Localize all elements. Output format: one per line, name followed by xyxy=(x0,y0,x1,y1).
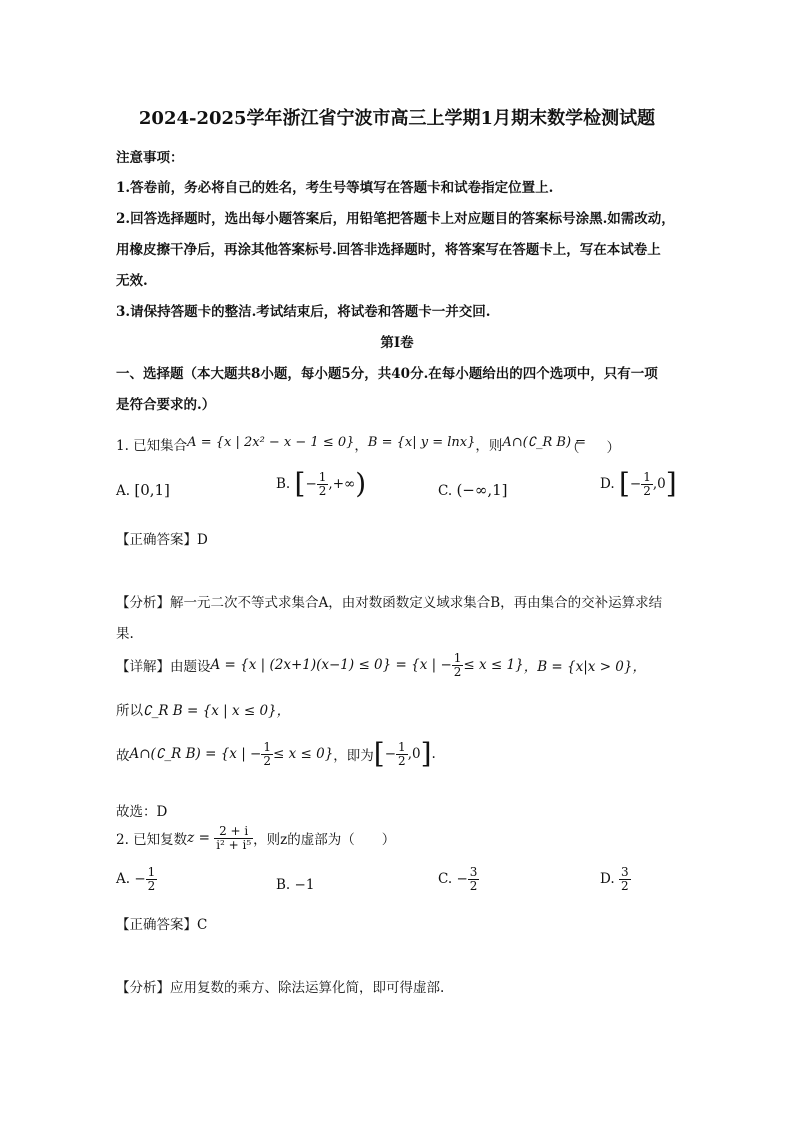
question-1-option-c xyxy=(438,481,508,499)
numerator: 3 xyxy=(620,865,629,879)
question-1-prefix: 1. 已知集合 xyxy=(116,438,188,454)
numerator: 3 xyxy=(469,865,478,879)
question-1-stem: 1. 已知集合A = {x | 2x² − x − 1 ≤ 0}，B = {x| y = lnx}，则A∩(∁_R B) = xyxy=(116,435,587,454)
option-b-label: B. xyxy=(276,476,291,492)
denominator: 2 xyxy=(643,483,651,498)
question-1-answer-paren: （ ） xyxy=(566,440,620,456)
question-1-detail xyxy=(116,652,646,678)
question-1-complement xyxy=(116,699,290,719)
detail-set-b: ，B = {x|x > 0}， xyxy=(523,659,646,676)
denominator: 2 xyxy=(147,878,156,893)
denominator: i² + i⁵ xyxy=(216,837,252,852)
left-bracket: [ xyxy=(373,737,385,770)
question-1-option-a xyxy=(116,481,170,499)
notice-item-2-line-1: 2.回答选择题时，选出每小题答案后，用铅笔把答题卡上对应题目的答案标号涂黑.如需改动， xyxy=(116,211,675,227)
left-bracket: [ xyxy=(618,467,630,500)
hence-expression: A∩(∁_R B) = {x | − xyxy=(129,746,262,762)
denominator: 2 xyxy=(620,878,629,893)
option-a-label: A. xyxy=(116,871,131,888)
option-d-label: D. xyxy=(600,476,615,492)
right-bracket: ] xyxy=(420,737,432,770)
option-c-value: (−∞,1] xyxy=(456,481,508,499)
answer-value: C xyxy=(197,917,208,933)
question-2-option-c xyxy=(438,866,479,892)
numerator: 1 xyxy=(318,469,327,484)
question-1-then: ，则 xyxy=(475,438,503,454)
fraction-one-half xyxy=(317,471,329,497)
option-a-label: A. xyxy=(116,483,131,499)
section-1-line-1: 一、选择题（本大题共8小题，每小题5分，共40分.在每小题给出的四个选项中，只有一项 xyxy=(116,366,658,382)
minus-sign: − xyxy=(134,871,146,888)
question-2-prefix: 2. 已知复数 xyxy=(116,832,188,849)
question-1-answer xyxy=(116,528,208,548)
numerator: 1 xyxy=(398,739,406,754)
answer-value: D xyxy=(197,532,208,548)
complement-expression: ∁_R B = {x | x ≤ 0}， xyxy=(143,703,291,719)
minus-sign: − xyxy=(629,476,642,492)
question-1-analysis-line-2: 果. xyxy=(116,626,134,642)
question-2-option-d xyxy=(600,866,631,892)
option-b-label: B. xyxy=(276,877,291,893)
notice-heading: 注意事项： xyxy=(116,150,184,166)
set-a-definition: A = {x | 2x² − x − 1 ≤ 0} xyxy=(187,435,355,450)
numerator: 1 xyxy=(643,469,651,484)
notice-item-2-line-3: 无效. xyxy=(116,273,148,289)
fraction-one-half xyxy=(452,652,464,678)
detail-set-a: A = {x | (2x+1)(x−1) ≤ 0} = {x | − xyxy=(210,657,452,674)
option-c-label: C. xyxy=(438,483,453,499)
question-2-option-a xyxy=(116,866,157,892)
page-title: 2024-2025学年浙江省宁波市高三上学期1月期末数学检测试题 xyxy=(138,108,656,129)
answer-label: 【正确答案】 xyxy=(116,532,197,548)
question-2-answer xyxy=(116,913,207,933)
question-1-option-b xyxy=(276,467,367,500)
numerator: 2 + i xyxy=(214,825,253,839)
denominator: 2 xyxy=(398,753,406,768)
notice-item-2-line-2: 用橡皮擦干净后，再涂其他答案标号.回答非选择题时，将答案写在答题卡上，写在本试卷上 xyxy=(116,242,661,258)
numerator: 1 xyxy=(147,865,156,879)
hence-mid: ，即为 xyxy=(333,748,374,764)
left-bracket: [ xyxy=(294,467,306,500)
denominator: 2 xyxy=(318,483,327,498)
minus-sign: − xyxy=(305,476,317,492)
positive-infinity: ,+∞ xyxy=(328,476,356,492)
notice-item-1: 1.答卷前，务必将自己的姓名，考生号等填写在答题卡和试卷指定位置上. xyxy=(116,180,554,196)
hence-label: 故 xyxy=(116,748,130,764)
right-bracket: ] xyxy=(665,467,677,500)
volume-heading: 第Ⅰ卷 xyxy=(380,335,414,351)
question-2-analysis: 【分析】应用复数的乘方、除法运算化简，即可得虚部. xyxy=(116,980,445,996)
question-2-stem: 2. 已知复数z = $\frac{2 + i}{\text{i² + i⁵}}$ ，则z的虚部为（ ） xyxy=(116,824,396,852)
right-paren: ) xyxy=(355,467,367,500)
detail-set-a-end: ≤ x ≤ 1} xyxy=(463,657,524,674)
numerator: 1 xyxy=(453,651,462,665)
question-1-analysis-line-1: 【分析】解一元二次不等式求集合A，由对数函数定义域求集合B，再由集合的交补运算求结 xyxy=(116,595,663,611)
answer-label: 【正确答案】 xyxy=(116,917,197,933)
fraction-one-half xyxy=(396,741,408,767)
fraction-one-half xyxy=(641,471,653,497)
section-1-line-2: 是符合要求的.） xyxy=(116,397,216,413)
fraction-one-half xyxy=(146,866,158,892)
denominator: 2 xyxy=(469,878,478,893)
notice-item-3: 3.请保持答题卡的整洁.考试结束后，将试卷和答题卡一并交回. xyxy=(116,304,491,320)
option-c-label: C. xyxy=(438,871,453,888)
question-2-suffix: ，则z的虚部为（ ） xyxy=(253,832,396,849)
set-b-definition: B = {x| y = lnx} xyxy=(367,435,476,450)
complex-fraction xyxy=(214,825,253,851)
minus-sign: − xyxy=(456,871,468,888)
fraction-one-half xyxy=(261,741,273,767)
question-2-option-b xyxy=(276,877,314,893)
minus-sign: − xyxy=(384,746,397,762)
question-1-conclusion: 故A∩(∁_R B) = {x | − $\frac{1}{2}$ ≤ x ≤ 0}，即为[− $\frac{1}{2}$ ,0]. xyxy=(116,737,436,770)
option-a-value: [0,1] xyxy=(134,481,170,499)
option-d-label: D. xyxy=(600,871,615,888)
question-1-option-d: D. [− $\frac{1}{2}$ ,0] xyxy=(600,467,677,500)
so-label: 所以 xyxy=(116,703,143,719)
fraction-three-halves xyxy=(468,866,480,892)
question-1-expression: A∩(∁_R B) = xyxy=(502,435,587,450)
option-b-value: −1 xyxy=(294,877,315,893)
question-1-choice: 故选：D xyxy=(116,804,168,820)
hence-expression-end: ≤ x ≤ 0} xyxy=(273,746,334,762)
zero: 0 xyxy=(411,746,421,762)
denominator: 2 xyxy=(263,753,271,768)
numerator: 1 xyxy=(263,739,271,754)
fraction-three-halves xyxy=(619,866,631,892)
detail-label: 【详解】由题设 xyxy=(116,659,211,676)
zero: 0 xyxy=(657,476,666,492)
denominator: 2 xyxy=(453,664,462,679)
